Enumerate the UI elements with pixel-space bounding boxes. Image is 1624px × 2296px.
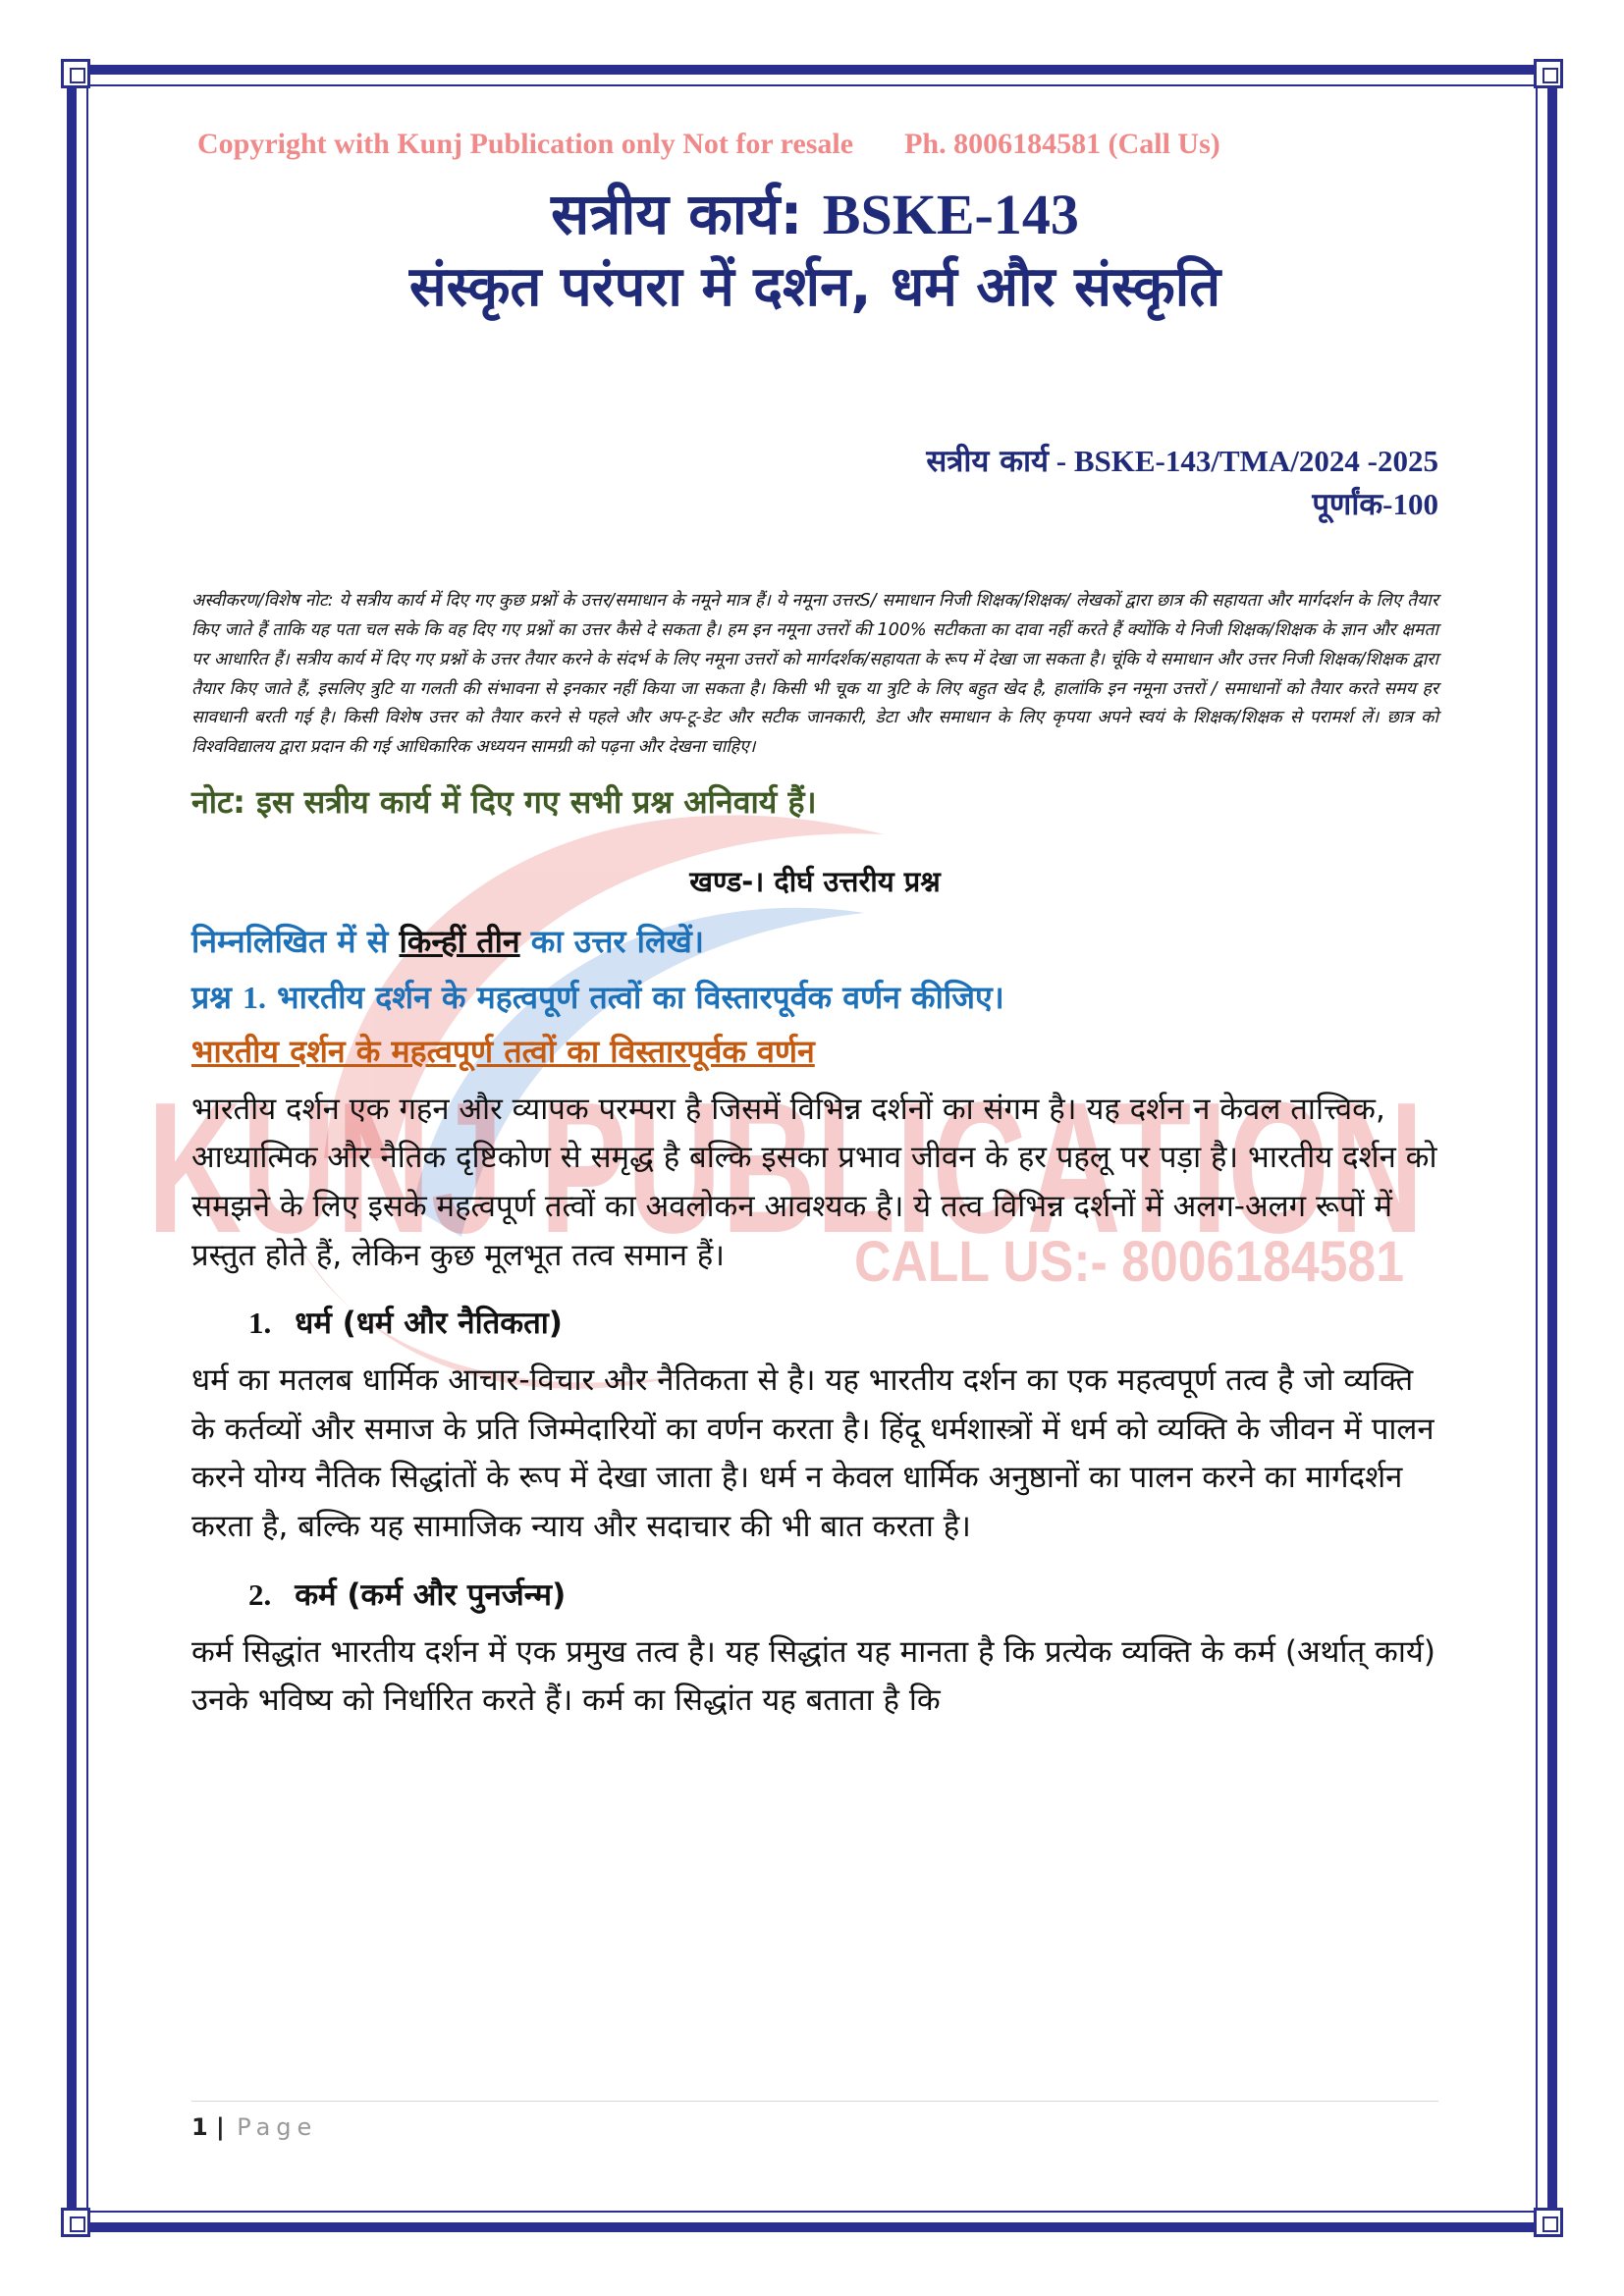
question-1: [191, 976, 1438, 1018]
question-prefix: प्रश्न: [191, 978, 243, 1016]
course-code: BSKE-143: [822, 183, 1079, 246]
copyright-header: [197, 128, 1438, 161]
title-prefix: सत्रीय कार्य:: [551, 181, 823, 247]
answer-title: भारतीय दर्शन के महत्वपूर्ण तत्वों का विस्तारपूर्वक वर्णन: [191, 1032, 815, 1070]
point-2-title: कर्म (कर्म और पुनर्जन्म): [295, 1576, 567, 1613]
question-number: 1.: [242, 979, 266, 1015]
watermark-brand: KUNJ PUBLICATION: [147, 1064, 1424, 1272]
marks-line: [191, 483, 1438, 526]
point-2-heading: [248, 1574, 1438, 1615]
assignment-code: - BSKE-143/TMA/2024 -2025: [1049, 443, 1438, 478]
page-label: Page: [237, 2113, 318, 2141]
instruction-after: का उत्तर लिखें।: [519, 922, 704, 960]
watermark-call: CALL US:- 8006184581: [854, 1230, 1404, 1294]
corner-ornament-bottom-right: [1534, 2208, 1563, 2237]
title-line-2: संस्कृत परंपरा में दर्शन, धर्म और संस्कृति: [408, 254, 1221, 319]
disclaimer: अस्वीकरण/विशेष नोट: ये सत्रीय कार्य में दिए गए कुछ प्रश्नों के उत्तर/समाधान के नमूने मात्र हैं। ये नमूना उत्तरS/ समाधान निजी शिक्षक/शिक्षक/ लेखकों द्वारा छात्र की सहायता और मार्गदर्शन के लिए तैयार किए जाते हैं ताकि यह पता चल सके कि वह दिए गए प्रश्नों का उत्तर कैसे दे सकता है। हम इन नमूना उत्तरों की 100% सटीकता का दावा नहीं करते हैं क्योंकि ये निजी शिक्षक/शिक्षक के ज्ञान और क्षमता पर आधारित हैं। सत्रीय कार्य में दिए गए प्रश्नों के उत्तर तैयार करने के संदर्भ के लिए नमूना उत्तरों को मार्गदर्शक/सहायता के रूप में देखा जा सकता है। चूंकि ये समाधान और उत्तर निजी शिक्षक/शिक्षक द्वारा तैयार किए जाते हैं, इसलिए त्रुटि या गलती की संभावना से इनकार नहीं किया जा सकता है। किसी भी चूक या त्रुटि के लिए बहुत खेद है, हालांकि इन नमूना उत्तरों / समाधानों को तैयार करते समय हर सावधानी बरती गई है। किसी विशेष उत्तर को तैयार करने से पहले और अप-टू-डेट और सटीक जानकारी, डेटा और समाधान के लिए कृपया अपने स्वयं के शिक्षक/शिक्षक से परामर्श लें। छात्र को विश्वविद्यालय द्वारा प्रदान की गई आधिकारिक अध्ययन सामग्री को पढ़ना और देखना चाहिए।: [191, 591, 1438, 758]
corner-ornament-top-left: [61, 59, 90, 88]
point-2-paragraph: कर्म सिद्धांत भारतीय दर्शन में एक प्रमुख तत्व है। यह सिद्धांत यह मानता है कि प्रत्येक व्यक्ति के कर्म (अर्थात् कार्य) उनके भविष्य को निर्धारित करते हैं। कर्म का सिद्धांत यह बताता है कि: [191, 1633, 1435, 1719]
copyright-text: Copyright with Kunj Publication only Not for resale: [197, 128, 854, 160]
page-footer: [191, 2101, 1438, 2141]
section-heading: खण्ड-। दीर्घ उत्तरीय प्रश्न: [689, 864, 941, 898]
point-1-number: 1.: [248, 1306, 272, 1341]
page-separator: |: [207, 2113, 234, 2141]
corner-ornament-top-right: [1534, 59, 1563, 88]
point-2-number: 2.: [248, 1576, 272, 1612]
question-text: भारतीय दर्शन के महत्वपूर्ण तत्वों का विस्तारपूर्वक वर्णन कीजिए।: [265, 978, 1004, 1016]
marks-label: पूर्णांक: [1312, 486, 1383, 522]
instruction: [191, 920, 1438, 962]
page-number: 1: [191, 2113, 208, 2141]
marks-value: -100: [1382, 486, 1438, 521]
instruction-before: निम्नलिखित में से: [191, 922, 400, 960]
page-content: [191, 128, 1438, 1726]
note: नोट: इस सत्रीय कार्य में दिए गए सभी प्रश्न अनिवार्य हैं।: [191, 782, 817, 821]
corner-ornament-bottom-left: [61, 2208, 90, 2237]
assignment-meta: [191, 440, 1438, 527]
phone-text: Ph. 8006184581 (Call Us): [904, 128, 1220, 160]
assignment-code-line: [191, 440, 1438, 483]
point-1-title: धर्म (धर्म और नैतिकता): [295, 1306, 563, 1342]
assignment-label: सत्रीय कार्य: [926, 443, 1050, 479]
instruction-underlined: किन्हीं तीन: [399, 922, 520, 960]
point-1-paragraph: धर्म का मतलब धार्मिक आचार-विचार और नैतिकता से है। यह भारतीय दर्शन का एक महत्वपूर्ण तत्व है जो व्यक्ति के कर्तव्यों और समाज के प्रति जिम्मेदारियों का वर्णन करता है। हिंदू धर्मशास्त्रों में धर्म को व्यक्ति के जीवन में पालन करने योग्य नैतिक सिद्धांतों के रूप में देखा जाता है। धर्म न केवल धार्मिक अनुष्ठानों का पालन करने का मार्गदर्शन करता है, बल्कि यह सामाजिक न्याय और सदाचार की भी बात करता है।: [191, 1362, 1435, 1545]
intro-paragraph: भारतीय दर्शन एक गहन और व्यापक परम्परा है जिसमें विभिन्न दर्शनों का संगम है। यह दर्शन न केवल तात्त्विक, आध्यात्मिक और नैतिक दृष्टिकोण से समृद्ध है बल्कि इसका प्रभाव जीवन के हर पहलू पर पड़ा है। भारतीय दर्शन को समझने के लिए इसके महत्वपूर्ण तत्वों का अवलोकन आवश्यक है। ये तत्व विभिन्न दर्शनों में अलग-अलग रूपों में प्रस्तुत होते हैं, लेकिन कुछ मूलभूत तत्व समान हैं।: [191, 1091, 1437, 1273]
title-line-1: [191, 181, 1438, 249]
point-1-heading: [248, 1302, 1438, 1343]
